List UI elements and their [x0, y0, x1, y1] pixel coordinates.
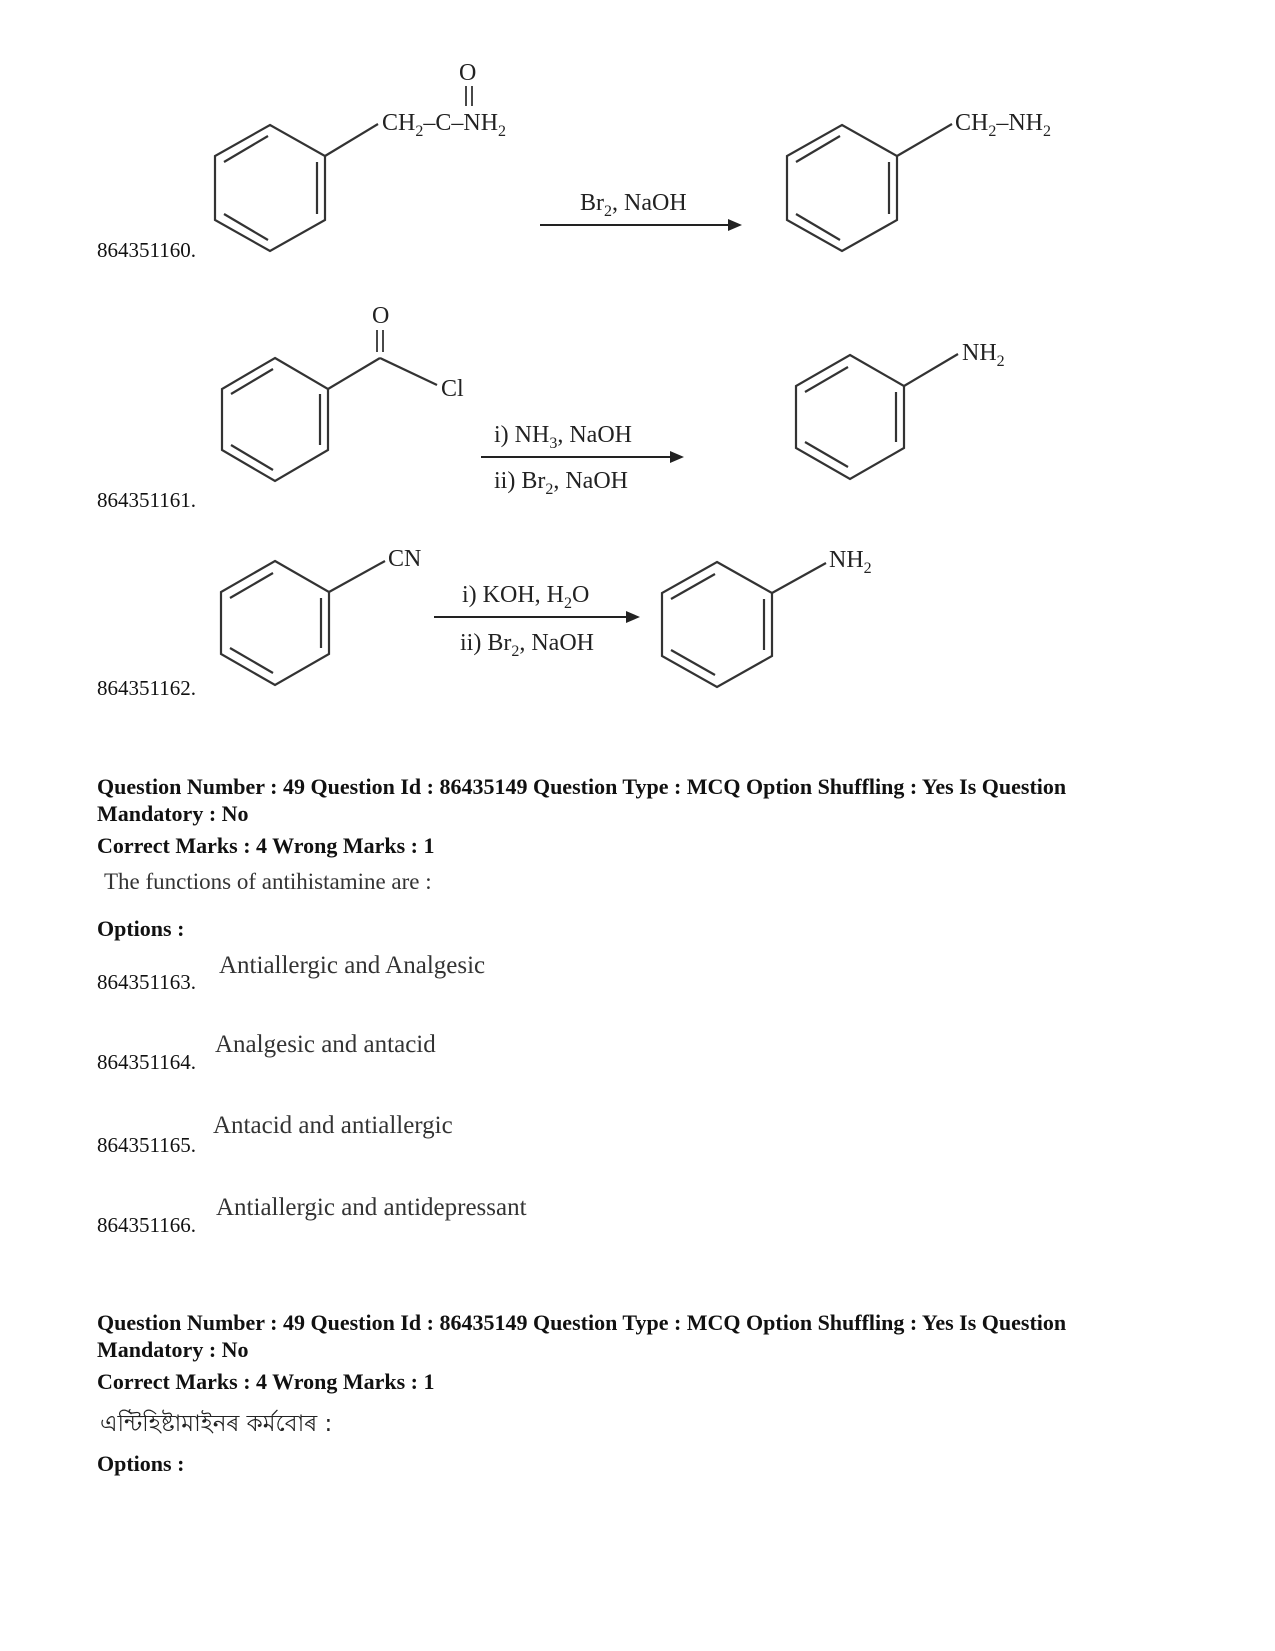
option-id: 864351163.	[97, 970, 196, 994]
option-id-864351160: 864351160.	[97, 238, 196, 262]
reagent-3-line-2: ii) $Br_2$, NaOH	[460, 630, 594, 660]
option-id-864351162: 864351162.	[97, 676, 196, 700]
acyl-chlorine: Cl	[441, 376, 464, 402]
option-text[interactable]: Antiallergic and Analgesic	[219, 952, 486, 979]
benzene-ring-icon	[221, 561, 329, 685]
product-2-amine: $NH_2$	[962, 340, 1005, 370]
reagent-2-line-2: ii) $Br_2$, NaOH	[494, 468, 628, 498]
question-marks: Correct Marks : 4 Wrong Marks : 1	[97, 833, 435, 858]
reagent-1: $Br_2$, NaOH	[580, 190, 687, 220]
option-text[interactable]: Antiallergic and antidepressant	[216, 1194, 527, 1221]
options-label: Options :	[97, 916, 185, 941]
option-id: 864351165.	[97, 1133, 196, 1157]
reactant-1-side-chain: $CH_2-C-NH_2$	[382, 110, 507, 140]
question-header: Question Number : 49 Question Id : 86435149 Question Type : MCQ Option Shuffling : Yes Is Question Mandatory : No Correct Marks : 4 Wrong Marks : 1	[97, 773, 1197, 859]
benzene-ring-icon	[662, 562, 772, 687]
acyl-oxygen: O	[372, 303, 390, 329]
options-label-assamese: Options :	[97, 1451, 185, 1476]
product-3-amine: $NH_2$	[829, 547, 872, 577]
question-header-assamese: Question Number : 49 Question Id : 86435149 Question Type : MCQ Option Shuffling : Yes Is Question Mandatory : No Correct Marks : 4 Wrong Marks : 1	[97, 1309, 1197, 1395]
reagent-2-line-1: i) $NH_3$, NaOH	[494, 422, 632, 452]
product-1-side-chain: $CH_2-NH_2$	[955, 110, 1052, 140]
question-text: The functions of antihistamine are :	[104, 869, 432, 894]
option-id: 864351166.	[97, 1213, 196, 1237]
reagent-3-line-1: i) KOH, $H_2O$	[462, 582, 590, 612]
nitrile-group: CN	[388, 546, 422, 572]
question-marks: Correct Marks : 4 Wrong Marks : 1	[97, 1369, 435, 1394]
option-id-864351161: 864351161.	[97, 488, 196, 512]
option-text[interactable]: Analgesic and antacid	[215, 1031, 436, 1058]
carbonyl-oxygen: O	[459, 60, 477, 86]
question-text-assamese: এন্টিহিষ্টামাইনৰ কৰ্মবোৰ :	[100, 1411, 333, 1437]
option-id: 864351164.	[97, 1050, 196, 1074]
option-text[interactable]: Antacid and antiallergic	[213, 1112, 453, 1139]
